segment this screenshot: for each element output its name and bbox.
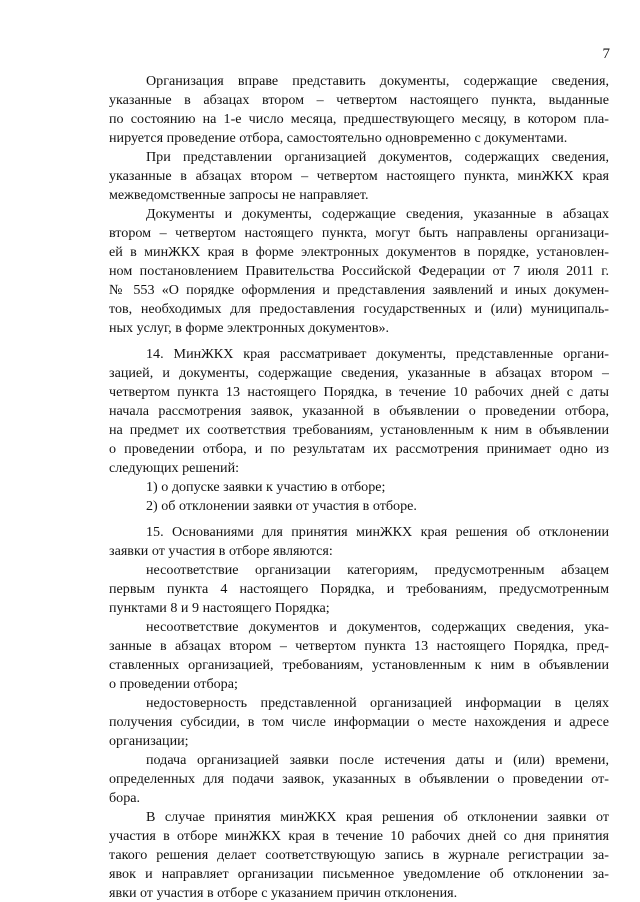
text-line-content: втором – четвертом настоящего пункта, могут быть направлены организаци- <box>109 225 609 241</box>
text-line <box>0 110 640 128</box>
text-line <box>0 129 640 147</box>
text-line <box>0 459 640 477</box>
text-line-content: указанные в абзацах втором – четвертом настоящего пункта, минЖКХ края <box>109 168 609 184</box>
text-line-content: первым пункта 4 настоящего Порядка, и требованиям, предусмотренным <box>109 581 609 597</box>
text-line-content: явок и направляет организации письменное уведомление об отклонении за- <box>109 866 609 882</box>
text-line-content: бора. <box>109 790 141 806</box>
text-line-content: несоответствие организации категориям, предусмотренным абзацем <box>146 562 609 578</box>
text-line-content: определенных для подачи заявок, указанных в объявлении о проведении от- <box>109 771 609 787</box>
text-line-content: занные в абзацах втором – четвертом пункта 13 настоящего Порядка, пред- <box>109 638 609 654</box>
text-line <box>0 542 640 560</box>
text-line-content: несоответствие документов и документов, содержащих сведения, ука- <box>146 619 609 635</box>
text-line-content: межведомственные запросы не направляет. <box>109 187 369 203</box>
text-line-content: о проведении отбора; <box>109 676 238 692</box>
text-line <box>0 618 640 636</box>
text-line-content: по состоянию на 1-е число месяца, предшествующего месяцу, в котором пла- <box>109 111 609 127</box>
text-line-content: явки от участия в отборе с указанием причин отклонения. <box>109 885 458 901</box>
text-line <box>0 789 640 807</box>
text-line-content: Организация вправе представить документы, содержащие сведения, <box>146 73 609 89</box>
text-line <box>0 713 640 731</box>
text-line-content: начала рассмотрения заявок, указанной в объявлении о проведении отбора, <box>109 403 609 419</box>
text-line-content: ных услуг, в форме электронных документов». <box>109 320 390 336</box>
text-line-content: участия в отборе минЖКХ края в течение 10 рабочих дней со дня принятия <box>109 828 609 844</box>
text-line-content: пунктами 8 и 9 настоящего Порядка; <box>109 600 330 616</box>
text-line <box>0 383 640 401</box>
text-line <box>0 186 640 204</box>
text-line <box>0 561 640 579</box>
text-line-content: 2) об отклонении заявки от участия в отборе. <box>146 498 417 514</box>
text-line <box>0 656 640 674</box>
text-line <box>0 865 640 883</box>
text-line <box>0 808 640 826</box>
text-line <box>0 523 640 541</box>
text-line-content: тов, необходимых для предоставления государственных и (или) муниципаль- <box>109 301 609 317</box>
text-line-content: организации; <box>109 733 189 749</box>
page-number: 7 <box>602 46 610 62</box>
text-line <box>0 167 640 185</box>
text-line <box>0 91 640 109</box>
text-line <box>0 497 640 515</box>
text-line <box>0 72 640 90</box>
text-line-content: четвертом пункта 13 настоящего Порядка, в течение 10 рабочих дней с даты <box>109 384 609 400</box>
text-line <box>0 478 640 496</box>
text-line <box>0 827 640 845</box>
text-line-content: При представлении организацией документов, содержащих сведения, <box>146 149 609 165</box>
text-line-content: на предмет их соответствия требованиям, установленным к ним в объявлении <box>109 422 609 438</box>
text-line-content: 14. МинЖКХ края рассматривает документы, представленные органи- <box>146 346 609 362</box>
text-line <box>0 421 640 439</box>
text-line-content: следующих решений: <box>109 460 240 476</box>
text-line-content: нируется проведение отбора, самостоятельно одновременно с документами. <box>109 130 568 146</box>
text-line-content: 1) о допуске заявки к участию в отборе; <box>146 479 386 495</box>
text-line <box>0 345 640 363</box>
text-line-content: В случае принятия минЖКХ края решения об отклонении заявки от <box>146 809 609 825</box>
text-line <box>0 751 640 769</box>
text-line <box>0 637 640 655</box>
text-line <box>0 205 640 223</box>
text-line <box>0 732 640 750</box>
text-line <box>0 440 640 458</box>
text-line-content: зацией, и документы, содержащие сведения, указанные в абзацах втором – <box>109 365 609 381</box>
text-line-content: такого решения делает соответствующую запись в журнале регистрации за- <box>109 847 609 863</box>
text-line <box>0 243 640 261</box>
text-line <box>0 300 640 318</box>
text-line <box>0 402 640 420</box>
text-line <box>0 884 640 902</box>
text-line <box>0 262 640 280</box>
text-line <box>0 580 640 598</box>
text-line-content: ставленных организацией, требованиям, установленным к ним в объявлении <box>109 657 609 673</box>
text-line-content: недостоверность представленной организацией информации в целях <box>146 695 609 711</box>
text-line <box>0 148 640 166</box>
text-line <box>0 364 640 382</box>
text-line-content: указанные в абзацах втором – четвертом настоящего пункта, выданные <box>109 92 609 108</box>
text-line <box>0 319 640 337</box>
text-line <box>0 224 640 242</box>
text-line <box>0 599 640 617</box>
text-line-content: 15. Основаниями для принятия минЖКХ края решения об отклонении <box>146 524 609 540</box>
text-line-content: ном постановлением Правительства Российской Федерации от 7 июля 2011 г. <box>109 263 609 279</box>
text-line-content: получения субсидии, в том числе информации о месте нахождения и адресе <box>109 714 609 730</box>
text-line <box>0 281 640 299</box>
text-line <box>0 675 640 693</box>
text-line-content: № 553 «О порядке оформления и представления заявлений и иных докумен- <box>109 282 609 298</box>
text-line-content: ей в минЖКХ края в форме электронных документов в порядке, установлен- <box>109 244 609 260</box>
text-line <box>0 770 640 788</box>
text-line-content: Документы и документы, содержащие сведения, указанные в абзацах <box>146 206 609 222</box>
text-line-content: о проведении отбора, и по результатам их рассмотрения принимает одно из <box>109 441 609 457</box>
text-line-content: подача организацией заявки после истечения даты и (или) времени, <box>146 752 609 768</box>
text-line <box>0 846 640 864</box>
text-line <box>0 694 640 712</box>
text-line-content: заявки от участия в отборе являются: <box>109 543 333 559</box>
